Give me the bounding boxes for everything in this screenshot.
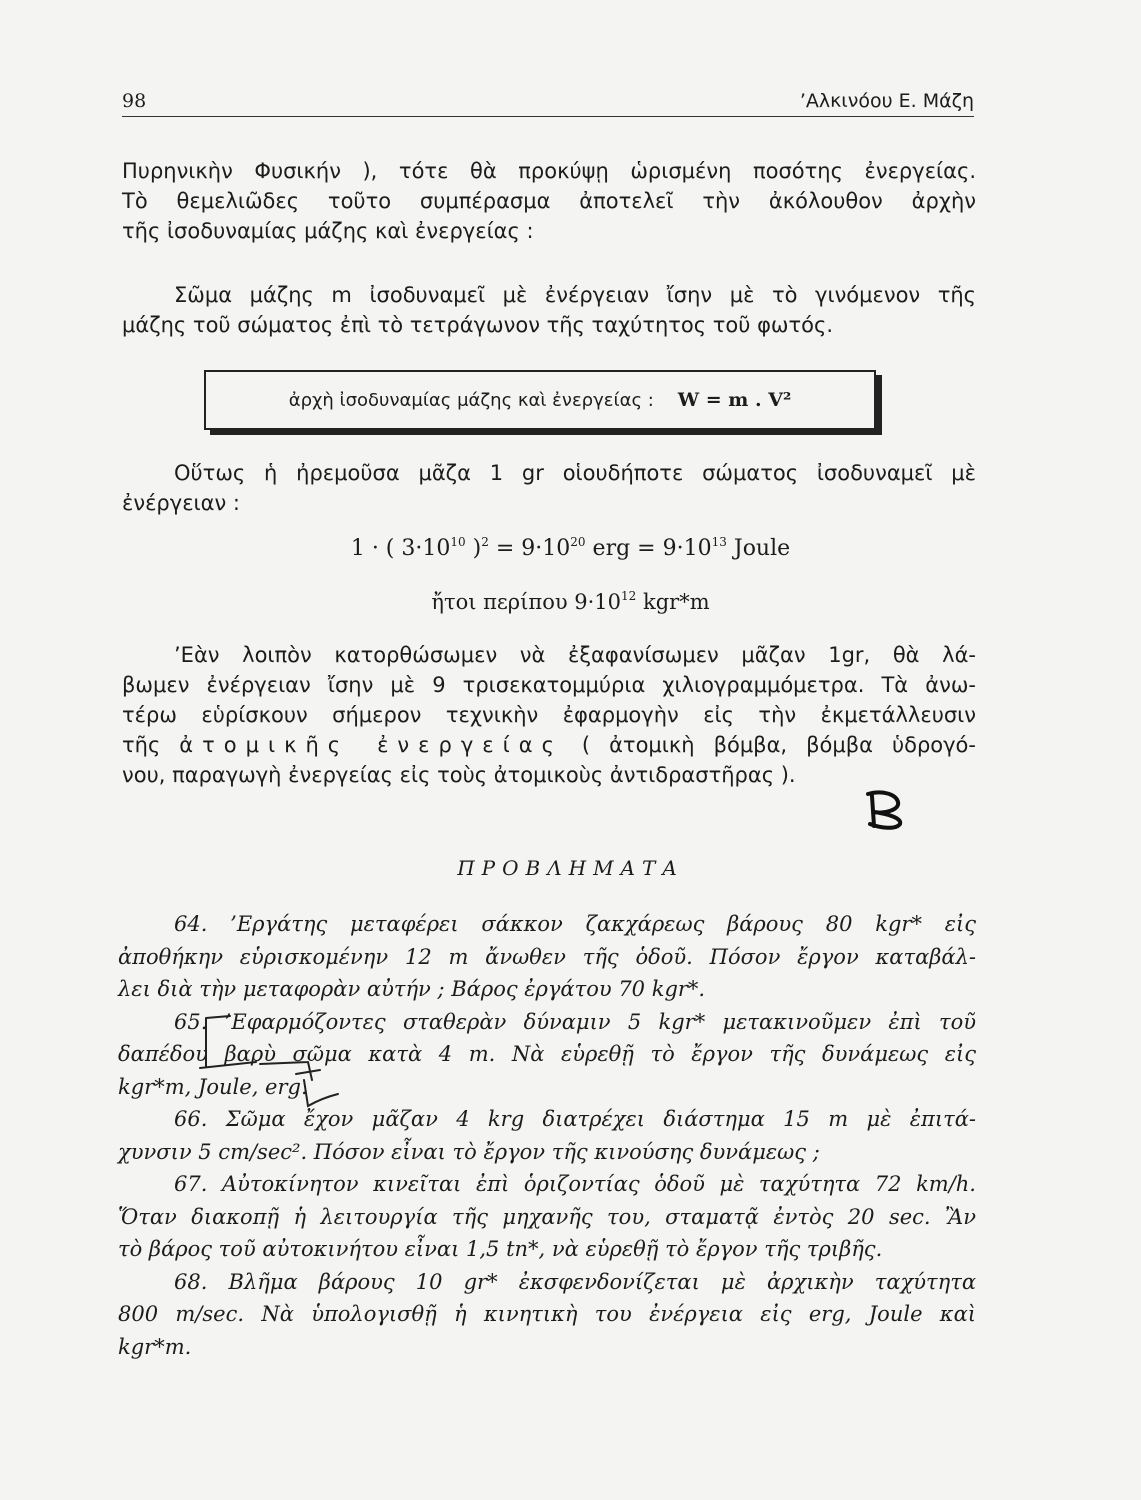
problems-list [118,908,976,1363]
equation-exponent: 13 [711,535,727,549]
paragraph-statement [122,280,976,340]
section-title-problems: ΠΡΟΒΛΗΜΑΤΑ [457,856,684,880]
paragraph-rest-mass [122,458,976,518]
page-header [122,88,974,117]
text-line: τέρω εὑρίσκουν σήμερον τεχνικὴν ἐφαρμογὴν εἰς τὴν ἐκμετάλλευσιν [122,703,976,727]
energy-equation [0,536,1141,561]
text-line: τῆς ἰσοδυναμίας μάζης καὶ ἐνεργείας : [122,219,534,243]
text-line: τὸ βάρος τοῦ αὐτοκινήτου εἶναι 1,5 tn*, νὰ εὑρεθῇ τὸ ἔργον τῆς τριβῆς. [118,1237,883,1261]
problem-item [118,1103,976,1168]
equation-part: kgr*m [636,590,710,614]
text-line: δαπέδου βαρὺ σῶμα κατὰ 4 m. Νὰ εὑρεθῇ τὸ ἔργον τῆς δυνάμεως εἰς [118,1042,976,1066]
page-number: 98 [122,90,147,112]
text-line: 67. Αὐτοκίνητον κινεῖται ἐπὶ ὁριζοντίας ὁδοῦ μὲ ταχύτητα 72 km/h. [174,1172,976,1196]
text-line: νου, παραγωγὴ ἐνεργείας εἰς τοὺς ἀτομικοὺς ἀντιδραστῆρας ). [122,763,796,787]
text-line: Ὅταν διακοπῇ ἡ λειτουργία τῆς μηχανῆς του, σταματᾷ ἐντὸς 20 sec. Ἂν [118,1204,976,1229]
text-line: Πυρηνικὴν Φυσικήν ), τότε θὰ προκύψῃ ὡρισμένη ποσότης ἐνεργείας. [122,159,976,183]
equation-part: ἤτοι περίπου 9·10 [431,590,622,614]
principle-box [204,370,876,430]
equation-part: ) [465,536,482,561]
text-line: μάζης τοῦ σώματος ἐπὶ τὸ τετράγωνον τῆς ταχύτητος τοῦ φωτός. [122,313,834,337]
text-line: ἐνέργειαν : [122,491,240,515]
problem-item [118,908,976,1006]
equation-part: = 9·10 [488,536,571,561]
problem-item [118,1266,976,1364]
text-line: ’Εὰν λοιπὸν κατορθώσωμεν νὰ ἐξαφανίσωμεν μᾶζαν 1gr, θὰ λά- [174,643,976,667]
text-line [122,730,976,760]
text-line: βωμεν ἐνέργειαν ἴσην μὲ 9 τρισεκατομμύρια χιλιογραμμόμετρα. Τὰ ἀνω- [122,673,976,697]
text-line: 64. ’Εργάτης μεταφέρει σάκκον ζακχάρεως βάρους 80 kgr* εἰς [174,912,976,936]
text-line: Τὸ θεμελιῶδες τοῦτο συμπέρασμα ἀποτελεῖ τὴν ἀκόλουθον ἀρχὴν [122,189,976,213]
text-line: 800 m/sec. Νὰ ὑπολογισθῇ ἡ κινητικὴ του ἐνέργεια εἰς erg, Joule καὶ [118,1302,976,1326]
equation-part: erg = 9·10 [585,536,712,561]
text-line: ἀποθήκην εὑρισκομένην 12 m ἄνωθεν τῆς ὁδοῦ. Πόσον ἔργον καταβάλ- [118,944,976,969]
problem-item [118,1168,976,1266]
principle-label: ἀρχὴ ἰσοδυναμίας μάζης καὶ ἐνεργείας : [288,389,654,411]
text-line: 68. Βλῆμα βάρους 10 gr* ἐκσφενδονίζεται μὲ ἀρχικὴν ταχύτητα [174,1269,976,1294]
equation-exponent: 2 [481,535,489,549]
principle-formula: W = m . V² [677,389,792,411]
handwritten-bracket-icon [196,1010,346,1110]
text-line: Σῶμα μάζης m ἰσοδυναμεῖ μὲ ἐνέργειαν ἴσην μὲ τὸ γινόμενον τῆς [174,283,976,307]
energy-approximation [0,590,1141,614]
handwritten-mark-icon [862,788,912,830]
text-fragment: ( ἀτομικὴ βόμβα, βόμβα ὑδρογό- [581,733,976,757]
text-line: λει διὰ τὴν μεταφορὰν αὐτήν ; Βάρος ἐργάτου 70 kgr*. [118,977,706,1001]
paragraph-intro [122,156,976,246]
equation-exponent: 10 [450,535,466,549]
text-fragment: τῆς [122,733,161,757]
text-line: kgr*m. [118,1334,192,1359]
text-line: kgr*m, Joule, erg. [118,1074,308,1099]
paragraph-applications [122,640,976,790]
text-line: χυνσιν 5 cm/sec². Πόσον εἶναι τὸ ἔργον τῆς κινούσης δυνάμεως ; [118,1139,820,1164]
equation-exponent: 12 [621,589,637,603]
equation-exponent: 20 [570,535,586,549]
text-line: Οὕτως ἡ ἠρεμοῦσα μᾶζα 1 gr οἱουδήποτε σώματος ἰσοδυναμεῖ μὲ [174,461,976,485]
text-line: 65. ’Εφαρμόζοντες σταθερὰν δύναμιν 5 kgr* μετακινοῦμεν ἐπὶ τοῦ [174,1009,976,1034]
running-head-author: ’Αλκινόου Ε. Μάζη [799,90,974,112]
spaced-emphasis: ἀτομικῆς ἐνεργείας [179,733,563,757]
text-line: 66. Σῶμα ἔχον μᾶζαν 4 krg διατρέχει διάστημα 15 m μὲ ἐπιτά- [174,1107,976,1131]
equation-part: 1 · ( 3·10 [350,536,451,561]
equation-part: Joule [726,536,791,561]
